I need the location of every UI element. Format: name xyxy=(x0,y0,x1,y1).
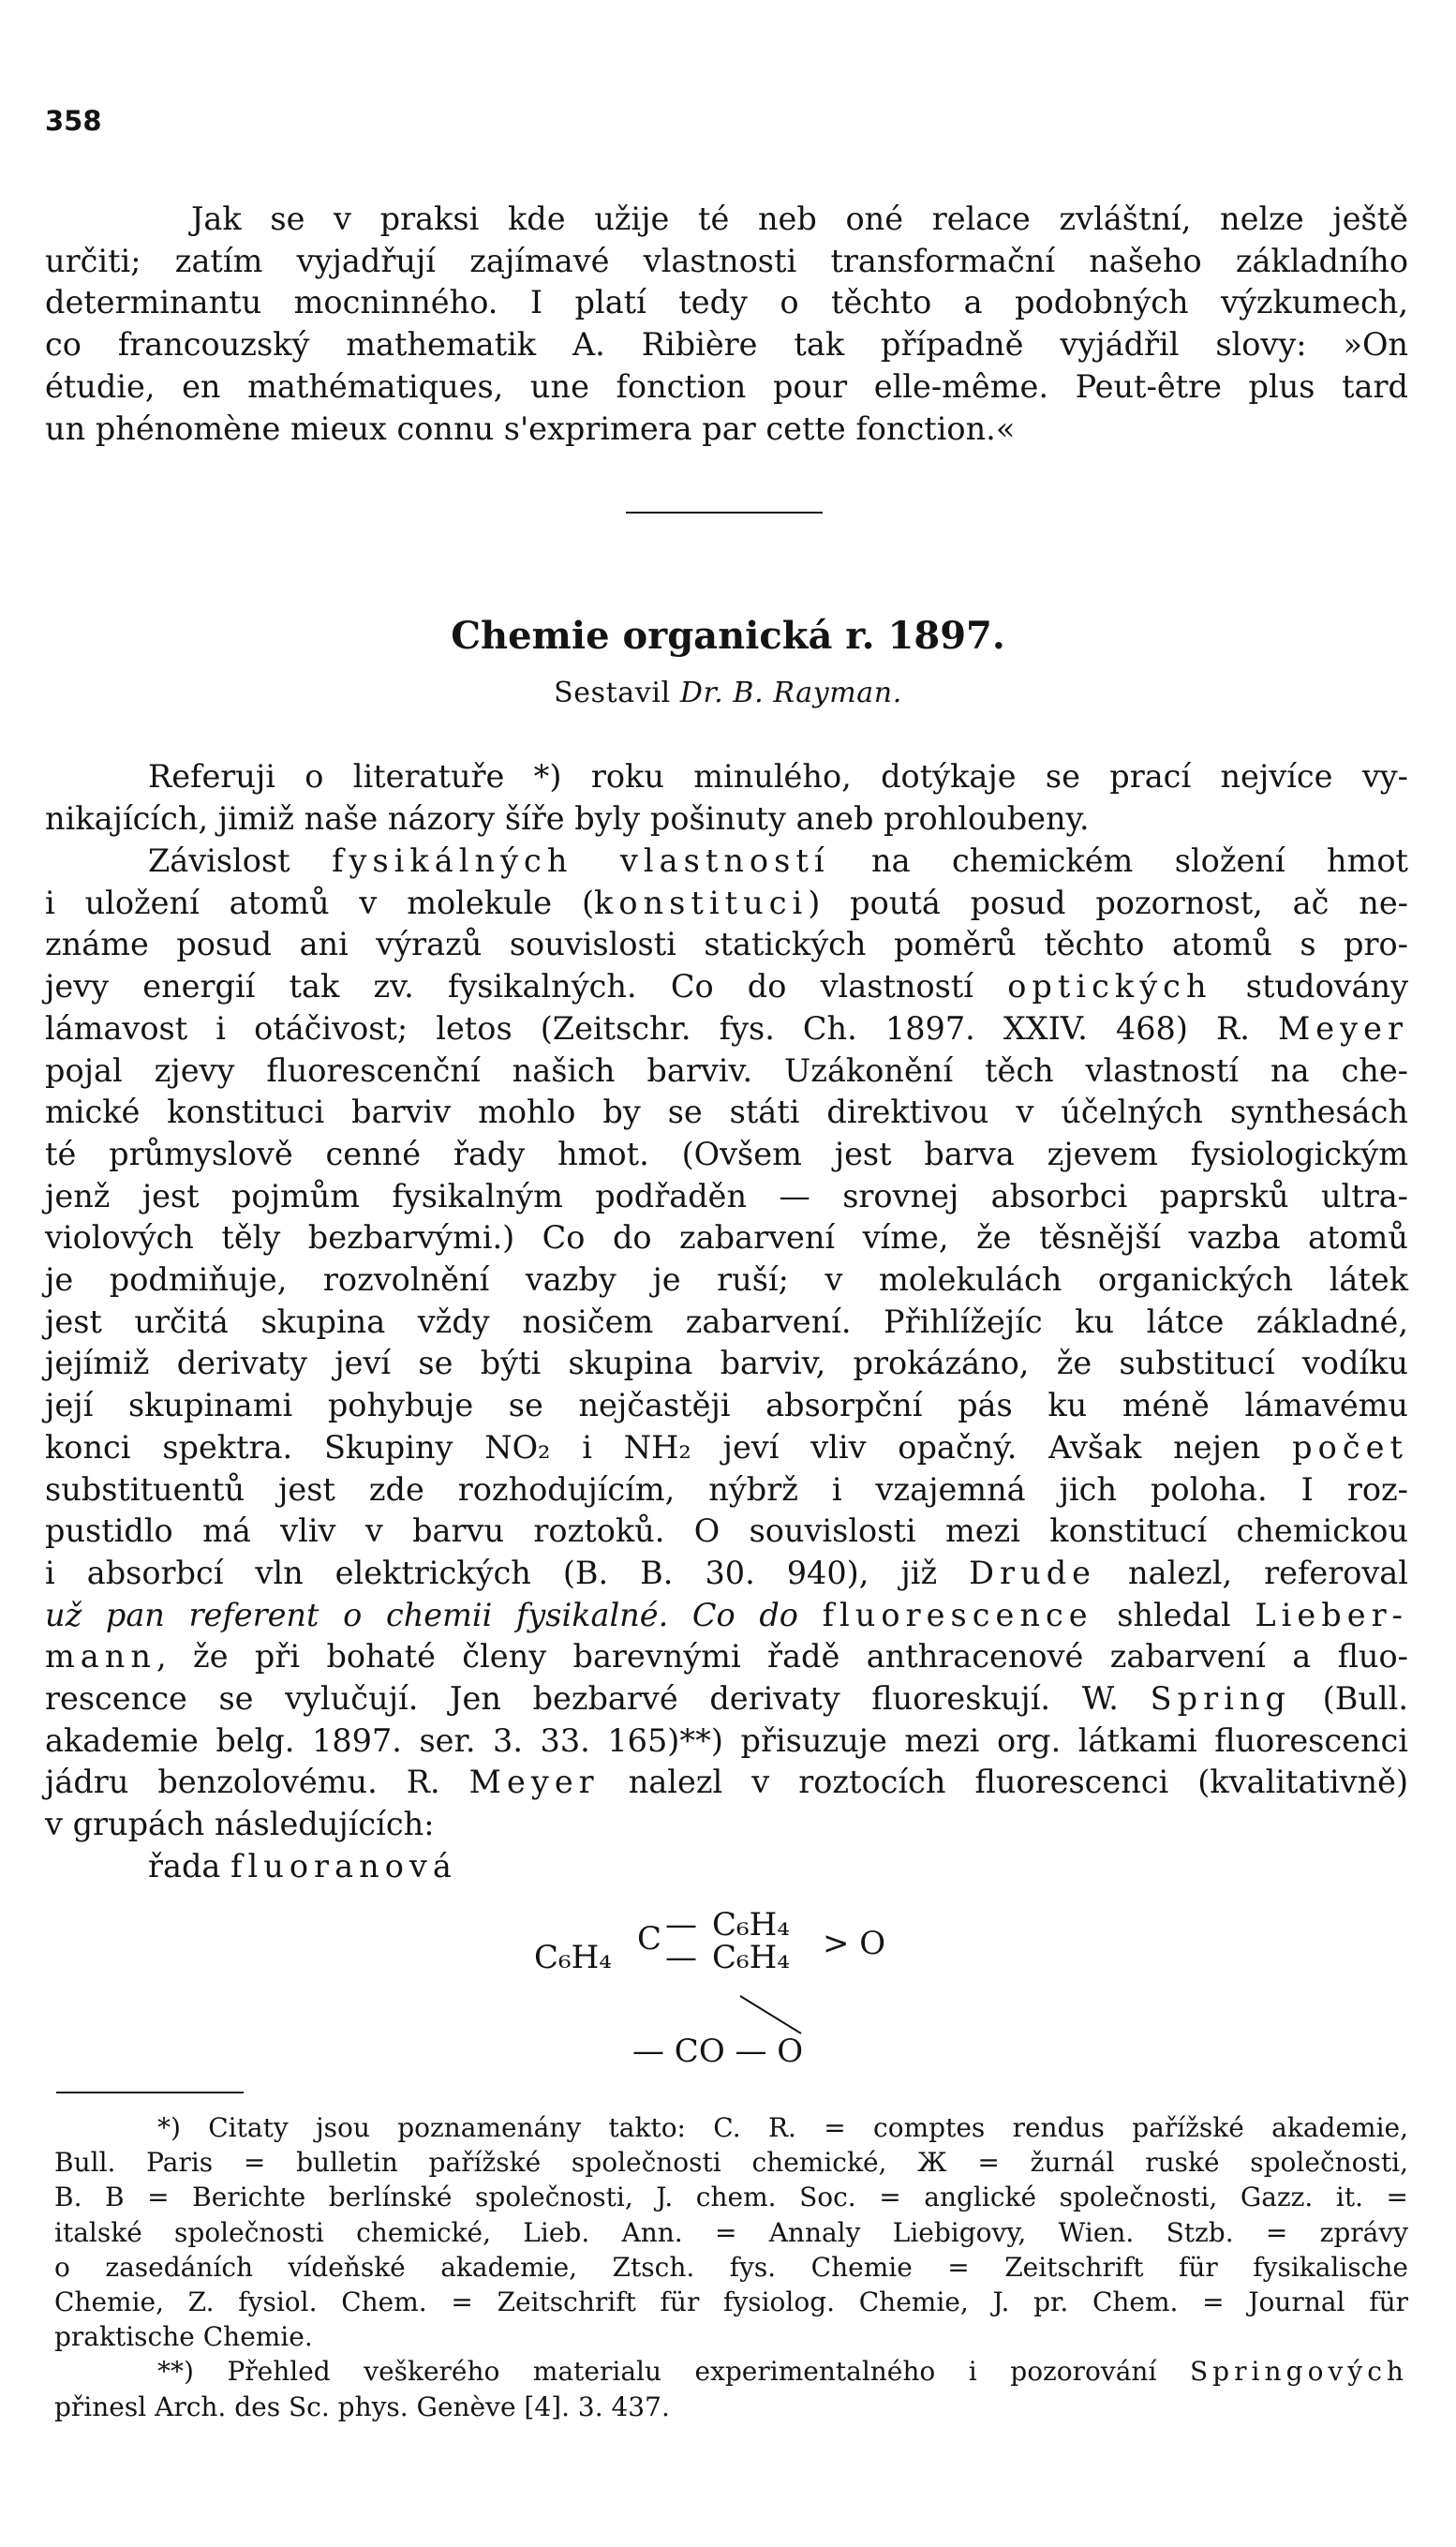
footnote-line: **) Přehled veškerého materialu experimentalného i pozorování Springových xyxy=(157,2356,1408,2388)
text-line: co francouzský mathematik A. Ribière tak případně vyjádřil slovy: »On xyxy=(45,326,1408,364)
formula-bond-line xyxy=(740,1996,801,2033)
formula-c6h4-bottom: C₆H₄ xyxy=(712,1939,790,1976)
formula-co-o: — CO — O xyxy=(632,2033,804,2070)
text-line: i uložení atomů v molekule (konstituci) poutá posud pozornost, ač ne- xyxy=(45,884,1408,921)
footnote-line: Chemie, Z. fysiol. Chem. = Zeitschrift für fysiolog. Chemie, J. pr. Chem. = Journal für xyxy=(54,2286,1408,2318)
author-prefix: Sestavil xyxy=(554,677,680,709)
text-line: violových těly bezbarvými.) Co do zabarvení víme, že těsnější vazba atomů xyxy=(45,1219,1408,1257)
footnote-line: přinesl Arch. des Sc. phys. Genève [4]. 3. 437. xyxy=(54,2391,670,2422)
text-line: jejímiž derivaty jeví se býti skupina barviv, prokázáno, že substitucí vodíku xyxy=(45,1345,1408,1382)
paragraph-main xyxy=(45,841,1408,1888)
text-line: étudie, en mathématiques, une fonction pour elle-même. Peut-être plus tard xyxy=(45,367,1408,405)
text-line: un phénomène mieux connu s'exprimera par cette fonction.« xyxy=(45,410,1016,447)
intro-paragraph xyxy=(45,199,1408,450)
formula-carbon: C xyxy=(637,1920,662,1958)
text-line: mann, že při bohaté členy barevnými řadě anthracenové zabarvení a fluo- xyxy=(45,1638,1408,1676)
footnote-line: praktische Chemie. xyxy=(54,2321,313,2353)
footnote-line: o zasedáních vídeňské akademie, Ztsch. fys. Chemie = Zeitschrift für fysikalische xyxy=(54,2251,1408,2283)
section-divider xyxy=(626,512,823,514)
footnote-line: B. B = Berichte berlínské společnosti, J. chem. Soc. = anglické společnosti, Gazz. it. = xyxy=(54,2182,1408,2213)
text-line: rescence se vylučují. Jen bezbarvé derivaty fluoreskují. W. Spring (Bull. xyxy=(45,1680,1408,1718)
footnote-line: italské společnosti chemické, Lieb. Ann. = Annaly Liebigovy, Wien. Stzb. = zprávy xyxy=(54,2216,1408,2248)
footnotes xyxy=(54,2110,1408,2424)
text-line: už pan referent o chemii fysikalné. Co do fluorescence shledal Lieber- xyxy=(45,1596,1408,1633)
text-line: její skupinami pohybuje se nejčastěji absorpční pás ku méně lámavému xyxy=(45,1387,1408,1424)
section-author xyxy=(0,677,1456,709)
text-line: známe posud ani výrazů souvislosti statických poměrů těchto atomů s pro- xyxy=(45,926,1408,963)
footnote-line: *) Citaty jsou poznamenány takto: C. R. = comptes rendus pařížské akademie, xyxy=(157,2112,1408,2143)
text-line: té průmyslově cenné řady hmot. (Ovšem jest barva zjevem fysiologickým xyxy=(45,1135,1408,1172)
text-line: jevy energií tak zv. fysikalných. Co do vlastností optických studovány xyxy=(45,968,1409,1005)
paragraph-literature xyxy=(45,756,1408,840)
page-number: 358 xyxy=(45,105,102,137)
text-line: determinantu mocninného. I platí tedy o těchto a podobných výzkumech, xyxy=(45,284,1408,321)
author-name: Dr. B. Rayman. xyxy=(679,677,902,709)
section-title: Chemie organická r. 1897. xyxy=(451,614,1005,658)
formula-dash-bottom: — xyxy=(665,1939,697,1976)
fluorane-formula xyxy=(525,1902,956,2080)
text-line: určiti; zatím vyjadřují zajímavé vlastnosti transformační našeho základního xyxy=(45,242,1408,279)
text-line: jenž jest pojmům fysikalným podřaděn — srovnej absorbci paprsků ultra- xyxy=(45,1177,1408,1214)
text-line: substituentů jest zde rozhodujícím, nýbrž i vzajemná jich poloha. I roz- xyxy=(45,1470,1408,1508)
text-line: konci spektra. Skupiny NO₂ i NH₂ jeví vliv opačný. Avšak nejen počet xyxy=(45,1428,1408,1466)
text-line: Jak se v praksi kde užije té neb oné relace zvláštní, nelze ještě xyxy=(191,201,1408,237)
footnote-line: Bull. Paris = bulletin pařížské společnosti chemické, Ж = žurnál ruské společnosti, xyxy=(54,2147,1408,2179)
text-line: i absorbcí vln elektrických (B. B. 30. 940), již Drude nalezl, referoval xyxy=(45,1554,1408,1591)
text-line: pustidlo má vliv v barvu roztoků. O souvislosti mezi konstitucí chemickou xyxy=(45,1512,1408,1550)
formula-dash-top: — xyxy=(665,1906,697,1944)
text-line: akademie belg. 1897. ser. 3. 33. 165)**) přisuzuje mezi org. látkami fluorescenci xyxy=(45,1721,1408,1759)
formula-c6h4-top: C₆H₄ xyxy=(712,1906,790,1944)
text-line: nikajících, jimiž naše názory šíře byly pošinuty aneb prohloubeny. xyxy=(45,799,1090,837)
footnote-rule xyxy=(56,2092,244,2093)
text-line: jest určitá skupina vždy nosičem zabarvení. Přihlížejíc ku látce základné, xyxy=(45,1303,1408,1340)
text-line: pojal zjevy fluorescenční našich barviv. Uzákonění těch vlastností na che- xyxy=(45,1051,1408,1089)
formula-oxygen-bridge: > O xyxy=(823,1925,886,1962)
text-line: je podmiňuje, rozvolnění vazby je ruší; v molekulách organických látek xyxy=(45,1261,1408,1299)
formula-c6h4-left: C₆H₄ xyxy=(534,1939,612,1976)
text-line: mické konstituci barviv mohlo by se státi direktivou v účelných synthesách xyxy=(45,1094,1408,1131)
text-line: lámavost i otáčivost; letos (Zeitschr. fys. Ch. 1897. XXIV. 468) R. Meyer xyxy=(45,1009,1408,1047)
text-line: Závislost fysikálných vlastností na chemickém složení hmot xyxy=(148,842,1408,879)
series-label: řada fluoranová xyxy=(148,1847,457,1884)
text-line: Referuji o literatuře *) roku minulého, dotýkaje se prací nejvíce vy- xyxy=(148,758,1408,795)
text-line: jádru benzolovému. R. Meyer nalezl v roztocích fluorescenci (kvalitativně) xyxy=(45,1764,1409,1801)
text-line: v grupách následujících: xyxy=(45,1806,435,1843)
